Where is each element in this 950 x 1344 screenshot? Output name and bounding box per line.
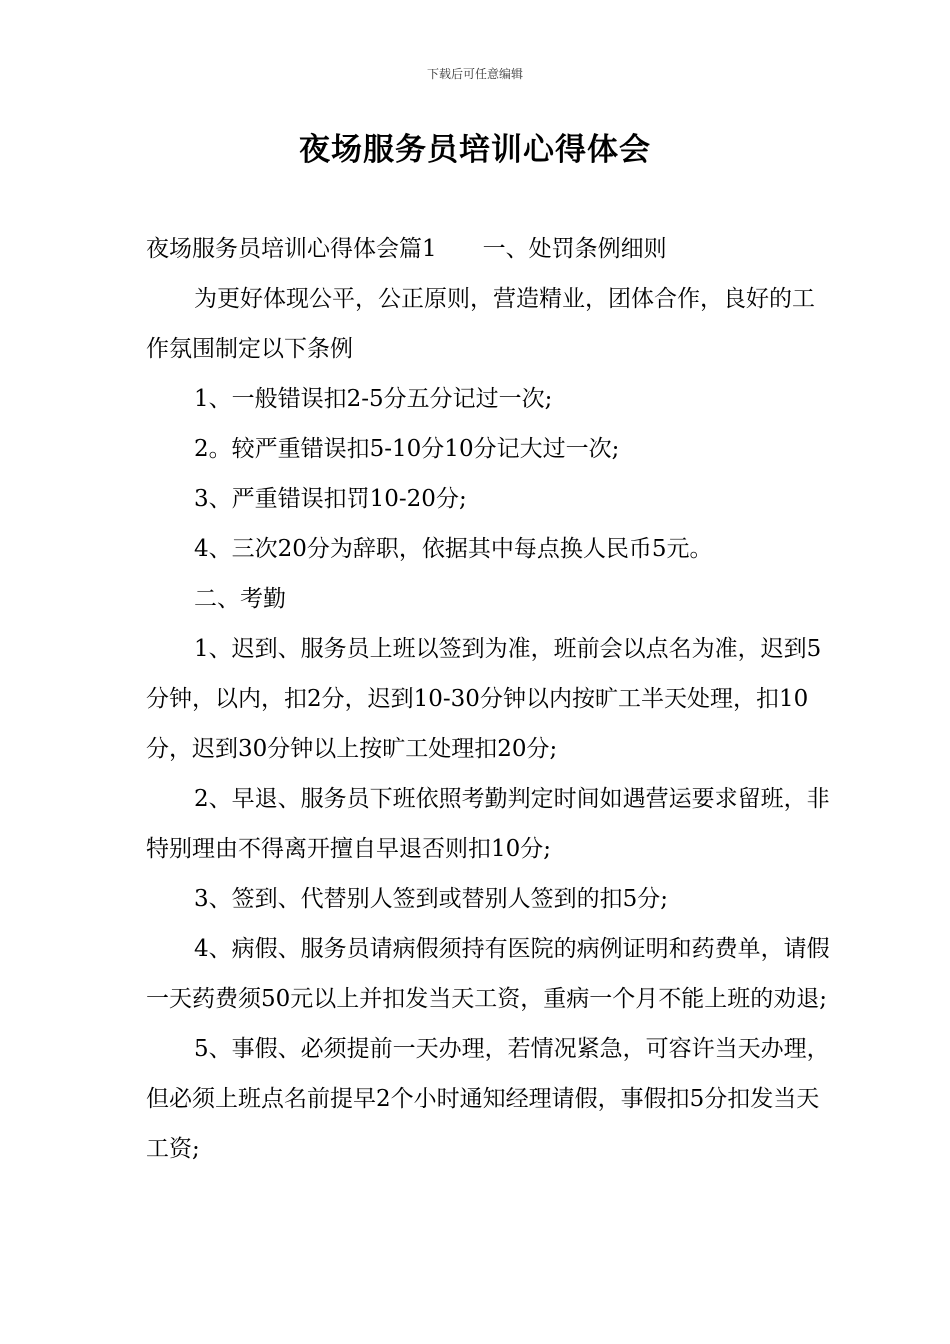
paragraph-rule-4: 4、三次20分为辞职，依据其中每点换人民币5元。	[194, 536, 713, 562]
paragraph-late: 1、迟到、服务员上班以签到为准，班前会以点名为准，迟到5分钟，以内，扣2分，迟到10-30分钟以内按旷工半天处理，扣10分，迟到30分钟以上按旷工处理扣20分;	[146, 636, 822, 762]
paragraph-sick-leave: 4、病假、服务员请病假须持有医院的病例证明和药费单，请假一天药费须50元以上并扣发当天工资，重病一个月不能上班的劝退;	[146, 936, 830, 1012]
paragraph-rule-3: 3、严重错误扣罚10-20分;	[194, 486, 467, 512]
section-heading-attendance: 二、考勤	[194, 586, 286, 612]
paragraph-sign-in: 3、签到、代替别人签到或替别人签到的扣5分;	[194, 886, 669, 912]
paragraph-early-leave: 2、早退、服务员下班依照考勤判定时间如遇营运要求留班，非特别理由不得离开擅自早退否则扣10分;	[146, 786, 830, 862]
paragraph-personal-leave: 5、事假、必须提前一天办理，若情况紧急，可容许当天办理，但必须上班点名前提早2个小时通知经理请假，事假扣5分扣发当天工资;	[146, 1036, 830, 1162]
paragraph-rule-2: 2。较严重错误扣5-10分10分记大过一次;	[194, 436, 620, 462]
header-note: 下载后可任意编辑	[426, 67, 523, 81]
document-body	[146, 224, 836, 1174]
paragraph-subtitle: 夜场服务员培训心得体会篇1 一、处罚条例细则	[146, 236, 667, 262]
document-title: 夜场服务员培训心得体会	[299, 132, 651, 168]
paragraph-intro: 为更好体现公平，公正原则，营造精业，团体合作，良好的工作氛围制定以下条例	[146, 286, 815, 362]
paragraph-rule-1: 1、一般错误扣2-5分五分记过一次;	[194, 386, 553, 412]
